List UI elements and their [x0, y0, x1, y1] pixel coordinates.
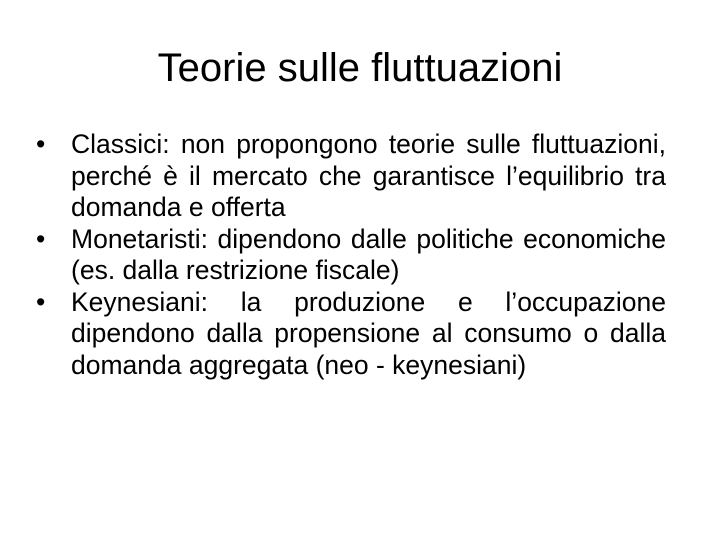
bullet-item-keynesiani	[36, 287, 666, 382]
bullet-item-classici	[36, 129, 666, 224]
bullet-text: Monetaristi: dipendono dalle politiche economiche (es. dalla restrizione fiscale)	[71, 223, 666, 285]
bullet-icon: •	[36, 223, 46, 254]
bullet-list	[36, 129, 666, 381]
bullet-text: Keynesiani: la produzione e l’occupazione dipendono dalla propensione al consumo o dalla domanda aggregata (neo - keynesiani)	[71, 286, 666, 380]
bullet-item-monetaristi	[36, 224, 666, 287]
bullet-icon: •	[36, 129, 46, 159]
slide-title: Teorie sulle fluttuazioni	[157, 46, 563, 90]
bullet-icon: •	[36, 286, 46, 317]
bullet-text: Classici: non propongono teorie sulle fluttuazioni, perché è il mercato che garantisce l’equilibrio tra domanda e offerta	[71, 129, 666, 222]
